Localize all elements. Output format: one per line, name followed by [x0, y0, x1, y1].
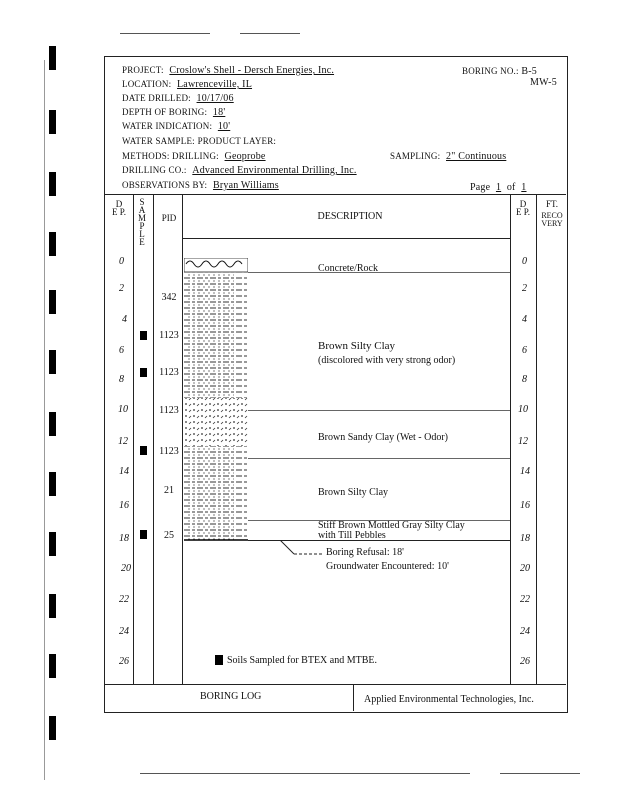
- depth-left-4: 4: [122, 314, 127, 325]
- driller-line: [122, 165, 360, 176]
- drilling-value: Geoprobe: [224, 151, 266, 162]
- layer-boundary: [248, 410, 510, 411]
- description-header: DESCRIPTION: [317, 211, 383, 222]
- water-line: [122, 121, 233, 132]
- punch-mark: [49, 350, 56, 374]
- scan-line: [500, 773, 580, 774]
- depth-right-18: 18: [520, 533, 530, 544]
- footer-rule: [104, 684, 566, 685]
- product-label: PRODUCT LAYER:: [197, 136, 277, 146]
- punch-mark: [49, 716, 56, 740]
- pid-reading: 25: [164, 530, 174, 541]
- depth-left-0: 0: [119, 256, 124, 267]
- pid-reading: 21: [164, 485, 174, 496]
- page-number: 1: [495, 182, 502, 193]
- recovery-header: RECO VERY: [541, 211, 563, 228]
- punch-mark: [49, 532, 56, 556]
- footer-company: Applied Environmental Technologies, Inc.: [364, 694, 534, 705]
- layer-boundary: [248, 458, 510, 459]
- col-rule: [133, 194, 134, 684]
- water-label: WATER INDICATION:: [122, 121, 213, 131]
- depth-left-14: 14: [119, 466, 129, 477]
- header-rule: [182, 238, 510, 239]
- punch-mark: [49, 46, 56, 70]
- boring-no-label: BORING NO.:: [462, 66, 519, 76]
- location-line: [122, 79, 255, 90]
- scan-line: [120, 33, 210, 34]
- col-rule: [536, 194, 537, 684]
- desc-brown-silty-clay-lower: Brown Silty Clay: [318, 487, 389, 498]
- depth-left-16: 16: [119, 500, 129, 511]
- mottled-clay-layer: [184, 514, 248, 540]
- punch-mark: [49, 232, 56, 256]
- sample-marker: [140, 368, 147, 377]
- boring-refusal: Boring Refusal: 18': [326, 547, 404, 558]
- methods-label: METHODS: DRILLING:: [122, 151, 219, 161]
- col-rule: [182, 194, 183, 684]
- pid-reading: 1123: [159, 446, 179, 457]
- legend-marker: [215, 655, 223, 665]
- observer-label: OBSERVATIONS BY:: [122, 180, 208, 190]
- sampling-label: SAMPLING:: [390, 151, 441, 161]
- footer-divider: [353, 684, 354, 711]
- silty-clay-layer-lower: [184, 446, 248, 514]
- desc-brown-silty-clay: Brown Silty Clay: [318, 340, 396, 352]
- layer-boundary: [248, 272, 510, 273]
- depth-right-0: 0: [522, 256, 527, 267]
- depth-value: 18': [212, 107, 226, 118]
- pid-reading: 1123: [159, 330, 179, 341]
- punch-mark: [49, 290, 56, 314]
- scan-line: [140, 773, 470, 774]
- legend-text: Soils Sampled for BTEX and MTBE.: [227, 655, 377, 666]
- depth-left-header: D E P.: [112, 199, 127, 217]
- depth-right-14: 14: [520, 466, 530, 477]
- observer-line: [122, 180, 282, 191]
- desc-till-pebbles: with Till Pebbles: [318, 530, 386, 541]
- groundwater-encountered: Groundwater Encountered: 10': [326, 561, 449, 572]
- depth-right-4: 4: [522, 314, 527, 325]
- project-value: Croslow's Shell - Dersch Energies, Inc.: [169, 65, 335, 76]
- depth-left-2: 2: [119, 283, 124, 294]
- project-line: [122, 65, 337, 76]
- depth-left-6: 6: [119, 345, 124, 356]
- location-value: Lawrenceville, IL: [177, 79, 253, 90]
- punch-mark: [49, 110, 56, 134]
- punch-mark: [49, 412, 56, 436]
- depth-left-10: 10: [118, 404, 128, 415]
- sampling-value: 2" Continuous: [446, 151, 507, 162]
- depth-left-20: 20: [121, 563, 131, 574]
- table-top-rule: [104, 194, 566, 195]
- water-sample-label: WATER SAMPLE:: [122, 136, 195, 146]
- page-label: Page: [470, 182, 491, 193]
- pid-reading: 1123: [159, 405, 179, 416]
- boring-no-line: [462, 66, 537, 77]
- col-rule: [153, 194, 154, 684]
- concrete-layer: [184, 258, 248, 272]
- depth-right-22: 22: [520, 594, 530, 605]
- date-value: 10/17/06: [196, 93, 234, 104]
- punch-mark: [49, 172, 56, 196]
- punch-mark: [49, 472, 56, 496]
- scan-line: [240, 33, 300, 34]
- depth-right-6: 6: [522, 345, 527, 356]
- desc-discolored: (discolored with very strong odor): [318, 355, 456, 366]
- depth-right-header: D E P.: [516, 199, 531, 217]
- observer-value: Bryan Williams: [212, 180, 279, 191]
- depth-right-2: 2: [522, 283, 527, 294]
- depth-left-24: 24: [119, 626, 129, 637]
- page-indicator: [470, 182, 530, 193]
- pid-reading: 342: [161, 292, 177, 303]
- methods-line: [122, 151, 269, 162]
- depth-left-8: 8: [119, 374, 124, 385]
- depth-right-24: 24: [520, 626, 530, 637]
- depth-left-22: 22: [119, 594, 129, 605]
- depth-label: DEPTH OF BORING:: [122, 107, 208, 117]
- water-value: 10': [217, 121, 231, 132]
- depth-line: [122, 107, 228, 118]
- recovery-ft-header: FT.: [545, 199, 559, 209]
- sample-marker: [140, 331, 147, 340]
- boring-no-value: B-5: [521, 66, 538, 77]
- sampling-line: [390, 151, 509, 162]
- punch-mark: [49, 654, 56, 678]
- depth-right-10: 10: [518, 404, 528, 415]
- depth-left-18: 18: [119, 533, 129, 544]
- water-sample-line: [122, 136, 276, 147]
- desc-concrete: Concrete/Rock: [318, 263, 378, 274]
- driller-value: Advanced Environmental Drilling, Inc.: [192, 165, 357, 176]
- well-id: MW-5: [530, 77, 557, 88]
- col-rule: [510, 194, 511, 684]
- pid-reading: 1123: [159, 367, 179, 378]
- sandy-clay-layer: [184, 398, 248, 446]
- date-label: DATE DRILLED:: [122, 93, 191, 103]
- margin-line: [44, 60, 45, 780]
- refusal-pointer: [270, 540, 330, 562]
- depth-left-26: 26: [119, 656, 129, 667]
- depth-right-8: 8: [522, 374, 527, 385]
- depth-right-12: 12: [518, 436, 528, 447]
- silty-clay-layer: [184, 272, 248, 398]
- sample-marker: [140, 446, 147, 455]
- driller-label: DRILLING CO.:: [122, 165, 187, 175]
- project-label: PROJECT:: [122, 65, 164, 75]
- depth-right-20: 20: [520, 563, 530, 574]
- footer-title: BORING LOG: [200, 691, 262, 702]
- depth-right-16: 16: [520, 500, 530, 511]
- sample-header: S A M P L E: [137, 197, 146, 247]
- location-label: LOCATION:: [122, 79, 172, 89]
- page-total: 1: [521, 182, 527, 193]
- pid-header: PID: [161, 213, 177, 223]
- depth-right-26: 26: [520, 656, 530, 667]
- lithology-column: [184, 258, 248, 542]
- desc-sandy-clay: Brown Sandy Clay (Wet - Odor): [318, 432, 449, 443]
- depth-left-12: 12: [118, 436, 128, 447]
- punch-mark: [49, 594, 56, 618]
- sample-marker: [140, 530, 147, 539]
- of-label: of: [506, 182, 516, 193]
- desc-mottled-clay: Stiff Brown Mottled Gray Silty Clay: [318, 520, 465, 531]
- date-line: [122, 93, 237, 104]
